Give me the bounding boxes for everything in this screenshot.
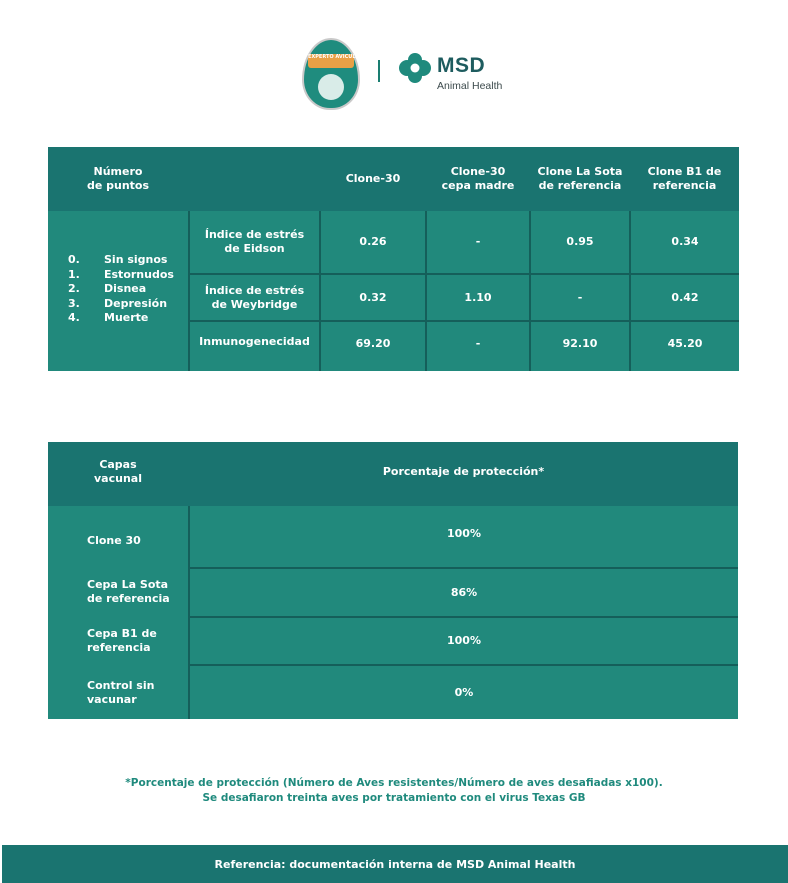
table-cell: 69.20	[355, 337, 391, 350]
brand-subtitle: Animal Health	[437, 80, 503, 92]
table-cell: 0.34	[671, 235, 699, 248]
table-cell: 86%	[450, 585, 478, 599]
legend-item: 4. Muerte	[68, 311, 149, 324]
row-label-control: Control sin vacunar	[87, 678, 155, 706]
legend-item: 3. Depresión	[68, 296, 168, 310]
table1-header-clone30-madre: Clone-30 cepa madre	[441, 165, 515, 192]
table-cell: 0.95	[566, 235, 594, 248]
table-cell: -	[577, 290, 583, 304]
reference-footer: Referencia: documentación interna de MSD Animal Health	[2, 845, 788, 883]
table-cell: 92.10	[562, 337, 598, 350]
stress-index-table	[48, 147, 739, 371]
row-label-weybridge: Índice de estrés de Weybridge	[204, 283, 305, 311]
protection-table	[48, 442, 738, 719]
legend-item: 1. Estornudos	[68, 267, 174, 281]
logo-divider	[378, 60, 380, 82]
table2-header-layers: Capas vacunal	[94, 458, 142, 485]
table-cell: 0.42	[671, 290, 699, 304]
footnote-line: *Porcentaje de protección (Número de Aves resistentes/Número de aves desafiadas x100).	[125, 777, 663, 789]
row-label-eidson: Índice de estrés de Eidson	[204, 228, 305, 255]
row-label-lasota: Cepa La Sota de referencia	[87, 577, 170, 605]
table-cell: -	[475, 337, 481, 350]
table-cell: -	[475, 235, 481, 248]
table-cell: 100%	[447, 527, 481, 540]
legend-item: 2. Disnea	[68, 282, 147, 295]
experto-avicultor-badge	[302, 38, 367, 110]
badge-text: EXPERTO AVICULTOR	[308, 54, 354, 68]
brand-name: MSD	[437, 54, 486, 77]
row-label-inmunogenecidad: Inmunogenecidad	[199, 335, 310, 348]
row-label-b1: Cepa B1 de referencia	[87, 627, 157, 654]
table-cell: 1.10	[464, 290, 492, 304]
table-cell: 100%	[447, 634, 481, 647]
table-cell: 0.32	[359, 290, 387, 304]
table2-header-protection: Porcentaje de protección*	[382, 465, 545, 478]
score-legend	[68, 253, 174, 326]
row-label-clone30: Clone 30	[87, 534, 141, 547]
bird-icon	[318, 74, 344, 100]
footnote	[0, 776, 788, 806]
msd-logo-icon	[398, 52, 432, 84]
table-cell: 0.26	[359, 235, 387, 248]
footnote-line: Se desafiaron treinta aves por tratamiento con el virus Texas GB	[202, 792, 586, 804]
table-cell: 0%	[454, 685, 474, 699]
table1-header-clone30: Clone-30	[345, 172, 401, 185]
table-cell: 45.20	[667, 337, 703, 350]
table1-header-b1: Clone B1 de referencia	[647, 165, 722, 192]
legend-item: 0. Sin signos	[68, 253, 168, 266]
table1-header-points: Número de puntos	[86, 165, 150, 192]
table1-header-lasota: Clone La Sota de referencia	[537, 165, 623, 192]
